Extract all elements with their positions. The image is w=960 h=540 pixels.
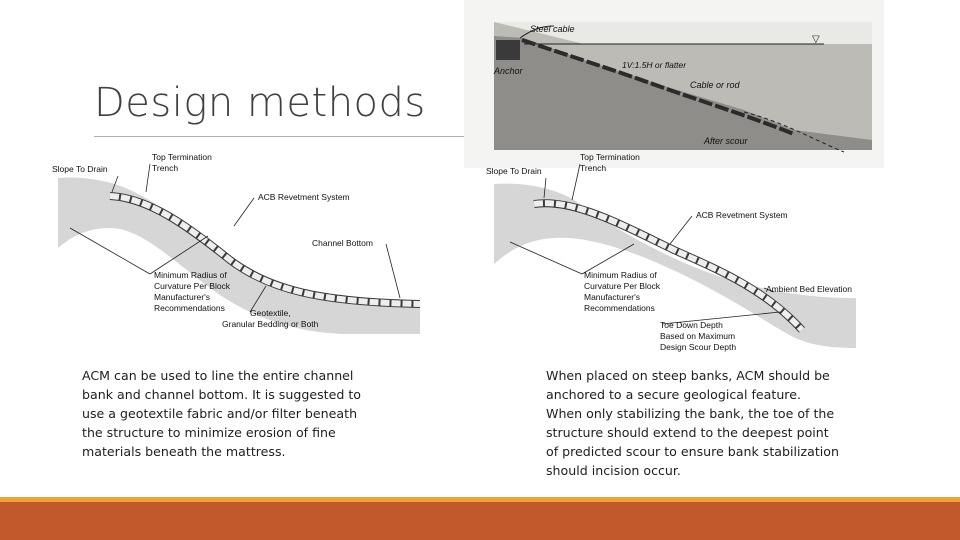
label-after-scour: After scour (704, 136, 748, 146)
right-label-toe-3: Design Scour Depth (660, 342, 737, 352)
left-caption-line: materials beneath the mattress. (82, 444, 286, 459)
right-caption-line: When placed on steep banks, ACM should be (546, 368, 830, 383)
left-channel-diagram (50, 148, 430, 338)
left-label-acb-system: ACB Revetment System (258, 192, 350, 202)
right-label-toe-2: Based on Maximum (660, 331, 736, 341)
right-caption-line: should incision occur. (546, 463, 681, 478)
right-channel-diagram (484, 148, 866, 360)
right-label-min-radius-3: Manufacturer's (584, 292, 640, 302)
left-caption-line: use a geotextile fabric and/or filter beneath (82, 406, 358, 421)
left-label-geotextile-1: Geotextile, (250, 308, 291, 318)
right-caption-line: of predicted scour to ensure bank stabilization (546, 444, 839, 459)
svg-text:▽: ▽ (812, 34, 820, 45)
left-label-slope-to-drain: Slope To Drain (52, 164, 108, 174)
right-caption-line: structure should extend to the deepest point (546, 425, 829, 440)
right-caption-line: When only stabilizing the bank, the toe of the (546, 406, 835, 421)
right-label-ambient-bed: Ambient Bed Elevation (766, 284, 852, 294)
left-label-channel-bottom: Channel Bottom (312, 238, 373, 248)
right-caption-line: anchored to a secure geological feature. (546, 387, 801, 402)
label-steel-cable: Steel cable (530, 24, 575, 34)
slide-title: Design methods (94, 80, 426, 126)
right-label-min-radius-4: Recommendations (584, 303, 655, 313)
left-label-min-radius-3: Manufacturer's (154, 292, 210, 302)
anchored-mattress-figure (464, 0, 884, 168)
label-anchor: Anchor (494, 66, 523, 76)
left-caption-line: ACM can be used to line the entire channel (82, 368, 354, 383)
right-caption (546, 366, 839, 480)
left-label-min-radius-2: Curvature Per Block (154, 281, 231, 291)
label-cable-or-rod: Cable or rod (690, 80, 740, 90)
left-label-geotextile-2: Granular Bedding or Both (222, 319, 319, 329)
left-label-trench: Trench (152, 163, 179, 173)
footer-accent-bar (0, 502, 960, 540)
right-label-trench: Trench (580, 163, 607, 173)
right-label-min-radius-1: Minimum Radius of (584, 270, 657, 280)
right-label-acb-system: ACB Revetment System (696, 210, 788, 220)
left-caption (82, 366, 361, 461)
label-slope-ratio: 1V:1.5H or flatter (622, 60, 687, 70)
left-caption-line: bank and channel bottom. It is suggested to (82, 387, 361, 402)
left-label-top-termination: Top Termination (152, 152, 212, 162)
left-label-min-radius-1: Minimum Radius of (154, 270, 227, 280)
right-label-top-termination: Top Termination (580, 152, 640, 162)
left-label-min-radius-4: Recommendations (154, 303, 225, 313)
right-label-toe-1: Toe Down Depth (660, 320, 723, 330)
right-label-slope-to-drain: Slope To Drain (486, 166, 542, 176)
title-underline (94, 136, 469, 137)
left-caption-line: the structure to minimize erosion of fine (82, 425, 336, 440)
right-label-min-radius-2: Curvature Per Block (584, 281, 661, 291)
